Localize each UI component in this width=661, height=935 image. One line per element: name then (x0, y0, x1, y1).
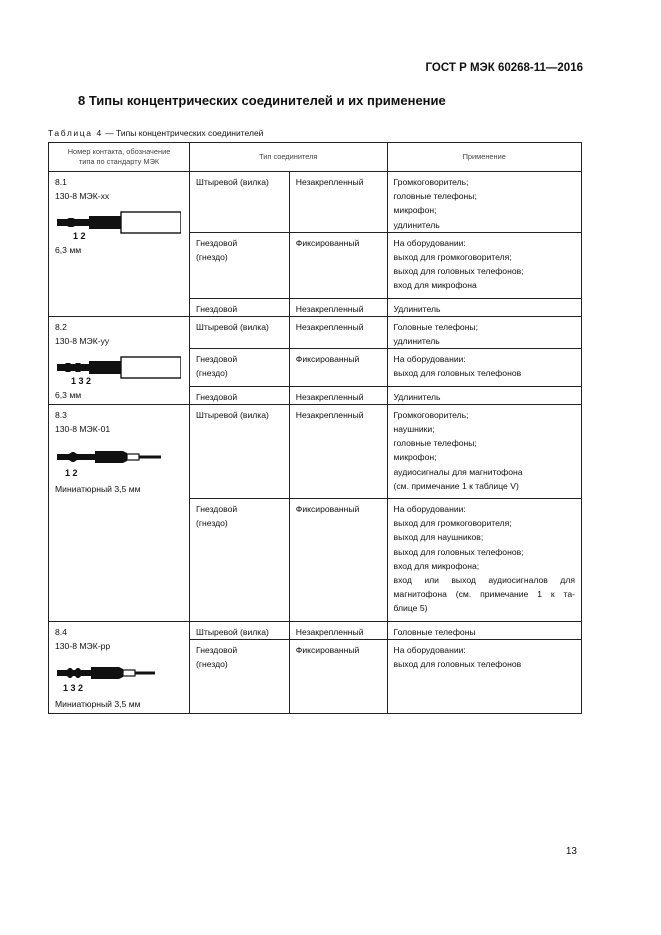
connector-fixing-cell: Фиксированный (289, 639, 387, 713)
application-line: вход для микрофона; (393, 560, 480, 571)
connector-type-cell (190, 232, 290, 298)
table-row (49, 404, 582, 498)
document-header: ГОСТ Р МЭК 60268-11—2016 (425, 62, 583, 74)
connector-type-line: (гнездо) (196, 252, 228, 263)
group-size: 6,3 мм (55, 390, 82, 401)
connector-types-table (48, 142, 582, 714)
group-number: 8.4 (55, 626, 67, 637)
connector-fixing-cell: Фиксированный (289, 349, 387, 386)
group-size: Миниатюрный 3,5 мм (55, 699, 141, 710)
group-designation: 130-8 МЭК-01 (55, 424, 111, 435)
jack-pin-labels: 1 3 2 (71, 376, 92, 386)
group-number: 8.3 (55, 409, 67, 420)
application-line: выход для наушников; (393, 532, 484, 543)
connector-fixing-cell: Фиксированный (289, 499, 387, 622)
table-row (49, 172, 582, 233)
header-application: Применение (387, 143, 582, 172)
application-line: микрофон; (393, 452, 437, 463)
application-line: выход для головных телефонов; (393, 546, 524, 557)
connector-type-line: (гнездо) (196, 659, 228, 670)
application-line: Удлинитель (393, 391, 441, 402)
jack-pin-labels: 1 3 2 (63, 683, 84, 694)
application-line: выход для громкоговорителя; (393, 252, 512, 263)
connector-type-line: Гнездовой (196, 644, 238, 655)
connector-type-line: (гнездо) (196, 518, 228, 529)
table-caption-text: — Типы концентрических соединителей (102, 128, 264, 138)
application-cell (387, 404, 582, 498)
jack-pin-labels: 1 2 (73, 231, 86, 241)
jack-pin-labels: 1 2 (65, 468, 78, 479)
application-cell (387, 386, 582, 404)
application-line: На оборудовании: (393, 354, 466, 365)
table-header-row (49, 143, 582, 172)
page-number: 13 (565, 846, 577, 857)
jack-plug-3-5mm-3pin-icon (55, 656, 181, 694)
connector-fixing-cell: Фиксированный (289, 232, 387, 298)
group-designation: 130-8 МЭК-рр (55, 640, 111, 651)
connector-type-cell: Штыревой (вилка) (190, 621, 290, 639)
group-size: 6,3 мм (55, 245, 82, 256)
group-designation: 130-8 МЭК-хх (55, 191, 110, 202)
group-size: Миниатюрный 3,5 мм (55, 484, 141, 495)
application-cell (387, 639, 582, 713)
table-row (49, 316, 582, 348)
application-line: вход для микрофона (393, 280, 477, 291)
application-line: удлинитель (393, 219, 440, 230)
group-cell-8-3 (49, 404, 190, 621)
application-line: головные телефоны; (393, 191, 477, 202)
connector-type-cell: Гнездовой (190, 298, 290, 316)
application-line: выход для головных телефонов; (393, 266, 524, 277)
application-cell (387, 232, 582, 298)
application-line: На оборудовании: (393, 504, 466, 515)
application-line: выход для головных телефонов (393, 659, 522, 670)
connector-fixing-cell: Незакрепленный (289, 621, 387, 639)
application-line: наушники; (393, 424, 435, 435)
section-title: 8 Типы концентрических соединителей и их применение (78, 93, 446, 108)
connector-fixing-cell: Незакрепленный (289, 386, 387, 404)
application-cell (387, 621, 582, 639)
application-cell (387, 316, 582, 348)
connector-type-cell: Штыревой (вилка) (190, 172, 290, 233)
table-row (49, 621, 582, 639)
jack-plug-3-5mm-2pin-icon (55, 439, 181, 479)
connector-fixing-cell: Незакрепленный (289, 316, 387, 348)
application-line: вход или выход аудиосигналов для (393, 575, 575, 586)
application-cell (387, 172, 582, 233)
application-line: Удлинитель (393, 303, 441, 314)
jack-plug-6-3mm-3pin-icon (55, 351, 181, 385)
application-line: Громкоговоритель; (393, 177, 469, 187)
connector-type-cell (190, 349, 290, 386)
application-line: Головные телефоны; (393, 321, 479, 332)
connector-type-line: Гнездовой (196, 354, 238, 365)
group-designation: 130-8 МЭК-уу (55, 336, 110, 347)
connector-fixing-cell: Незакрепленный (289, 298, 387, 316)
application-cell (387, 298, 582, 316)
connector-fixing-cell: Незакрепленный (289, 404, 387, 498)
group-cell-8-4 (49, 621, 190, 713)
connector-type-line: Гнездовой (196, 504, 238, 515)
application-cell (387, 499, 582, 622)
application-line: магнитофона (см. примечание 1 к та- (393, 589, 575, 600)
application-line: микрофон; (393, 205, 437, 216)
connector-type-cell (190, 499, 290, 622)
application-line: аудиосигналы для магнитофона (393, 466, 523, 477)
application-line: На оборудовании: (393, 237, 466, 248)
application-line: головные телефоны; (393, 438, 477, 449)
application-line: На оборудовании: (393, 644, 466, 655)
connector-type-cell (190, 639, 290, 713)
group-cell-8-1 (49, 172, 190, 317)
connector-type-cell: Гнездовой (190, 386, 290, 404)
header-contact-number-line1: Номер контакта, обозначение (67, 147, 171, 156)
connector-type-cell: Штыревой (вилка) (190, 316, 290, 348)
table-caption (48, 128, 263, 138)
group-cell-8-2 (49, 316, 190, 404)
connector-fixing-cell: Незакрепленный (289, 172, 387, 233)
group-number: 8.1 (55, 177, 67, 187)
group-number: 8.2 (55, 321, 67, 332)
table-caption-prefix: Таблица 4 (48, 128, 103, 138)
application-cell (387, 349, 582, 386)
application-line: удлинитель (393, 336, 440, 347)
application-line: выход для громкоговорителя; (393, 518, 512, 529)
connector-type-line: (гнездо) (196, 368, 228, 379)
header-contact-number-line2: типа по стандарту МЭК (78, 157, 160, 166)
jack-plug-6-3mm-2pin-icon (55, 206, 181, 240)
application-line: выход для головных телефонов (393, 368, 522, 379)
application-line: (см. примечание 1 к таблице V) (393, 480, 519, 491)
header-contact-number (49, 143, 190, 172)
application-line: Громкоговоритель; (393, 409, 469, 420)
connector-type-line: Гнездовой (196, 237, 238, 248)
application-line: блице 5) (393, 603, 428, 614)
header-connector-type: Тип соединителя (190, 143, 387, 172)
connector-type-cell: Штыревой (вилка) (190, 404, 290, 498)
application-line: Головные телефоны (393, 626, 476, 637)
